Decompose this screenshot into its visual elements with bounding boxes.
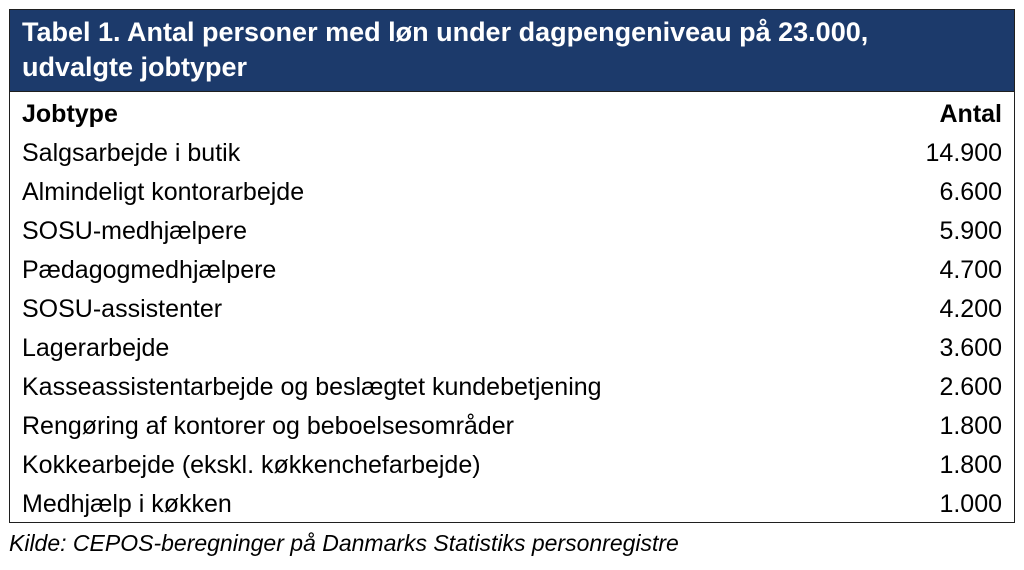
- row-value: 1.800: [939, 451, 1002, 479]
- row-label: Medhjælp i køkken: [22, 490, 232, 518]
- row-label: SOSU-assistenter: [22, 295, 223, 323]
- table-row: [22, 290, 1002, 329]
- row-value: 4.200: [939, 295, 1002, 323]
- row-value: 14.900: [925, 139, 1002, 167]
- row-label: Salgsarbejde i butik: [22, 139, 241, 167]
- row-label: Kasseassistentarbejde og beslægtet kundebetjening: [22, 373, 602, 401]
- table-row: [22, 446, 1002, 485]
- table-row: [22, 173, 1002, 212]
- row-value: 5.900: [939, 217, 1002, 245]
- row-value: 4.700: [939, 256, 1002, 284]
- table-header-row: [22, 94, 1002, 134]
- row-label: Kokkearbejde (ekskl. køkkenchefarbejde): [22, 451, 481, 479]
- table-row: [22, 134, 1002, 173]
- row-label: Almindeligt kontorarbejde: [22, 178, 305, 206]
- row-value: 1.800: [939, 412, 1002, 440]
- row-label: SOSU-medhjælpere: [22, 217, 248, 245]
- table-row: [22, 485, 1002, 524]
- row-label: Rengøring af kontorer og beboelsesområder: [22, 412, 514, 440]
- table-title: [10, 10, 1014, 92]
- table-title-line-1: Tabel 1. Antal personer med løn under dagpengeniveau på 23.000,: [22, 17, 869, 47]
- column-header-jobtype: Jobtype: [22, 99, 118, 128]
- table-row: [22, 212, 1002, 251]
- table-row: [22, 251, 1002, 290]
- data-table: [9, 9, 1015, 523]
- table-title-line-2: udvalgte jobtyper: [22, 52, 248, 82]
- row-value: 3.600: [939, 334, 1002, 362]
- table-body: [10, 92, 1014, 524]
- table-row: [22, 329, 1002, 368]
- table-row: [22, 368, 1002, 407]
- row-value: 2.600: [939, 373, 1002, 401]
- row-value: 1.000: [939, 490, 1002, 518]
- row-value: 6.600: [939, 178, 1002, 206]
- source-note: Kilde: CEPOS-beregninger på Danmarks Statistiks personregistre: [9, 530, 679, 556]
- row-label: Pædagogmedhjælpere: [22, 256, 277, 284]
- table-row: [22, 407, 1002, 446]
- column-header-antal: Antal: [939, 99, 1002, 128]
- row-label: Lagerarbejde: [22, 334, 170, 362]
